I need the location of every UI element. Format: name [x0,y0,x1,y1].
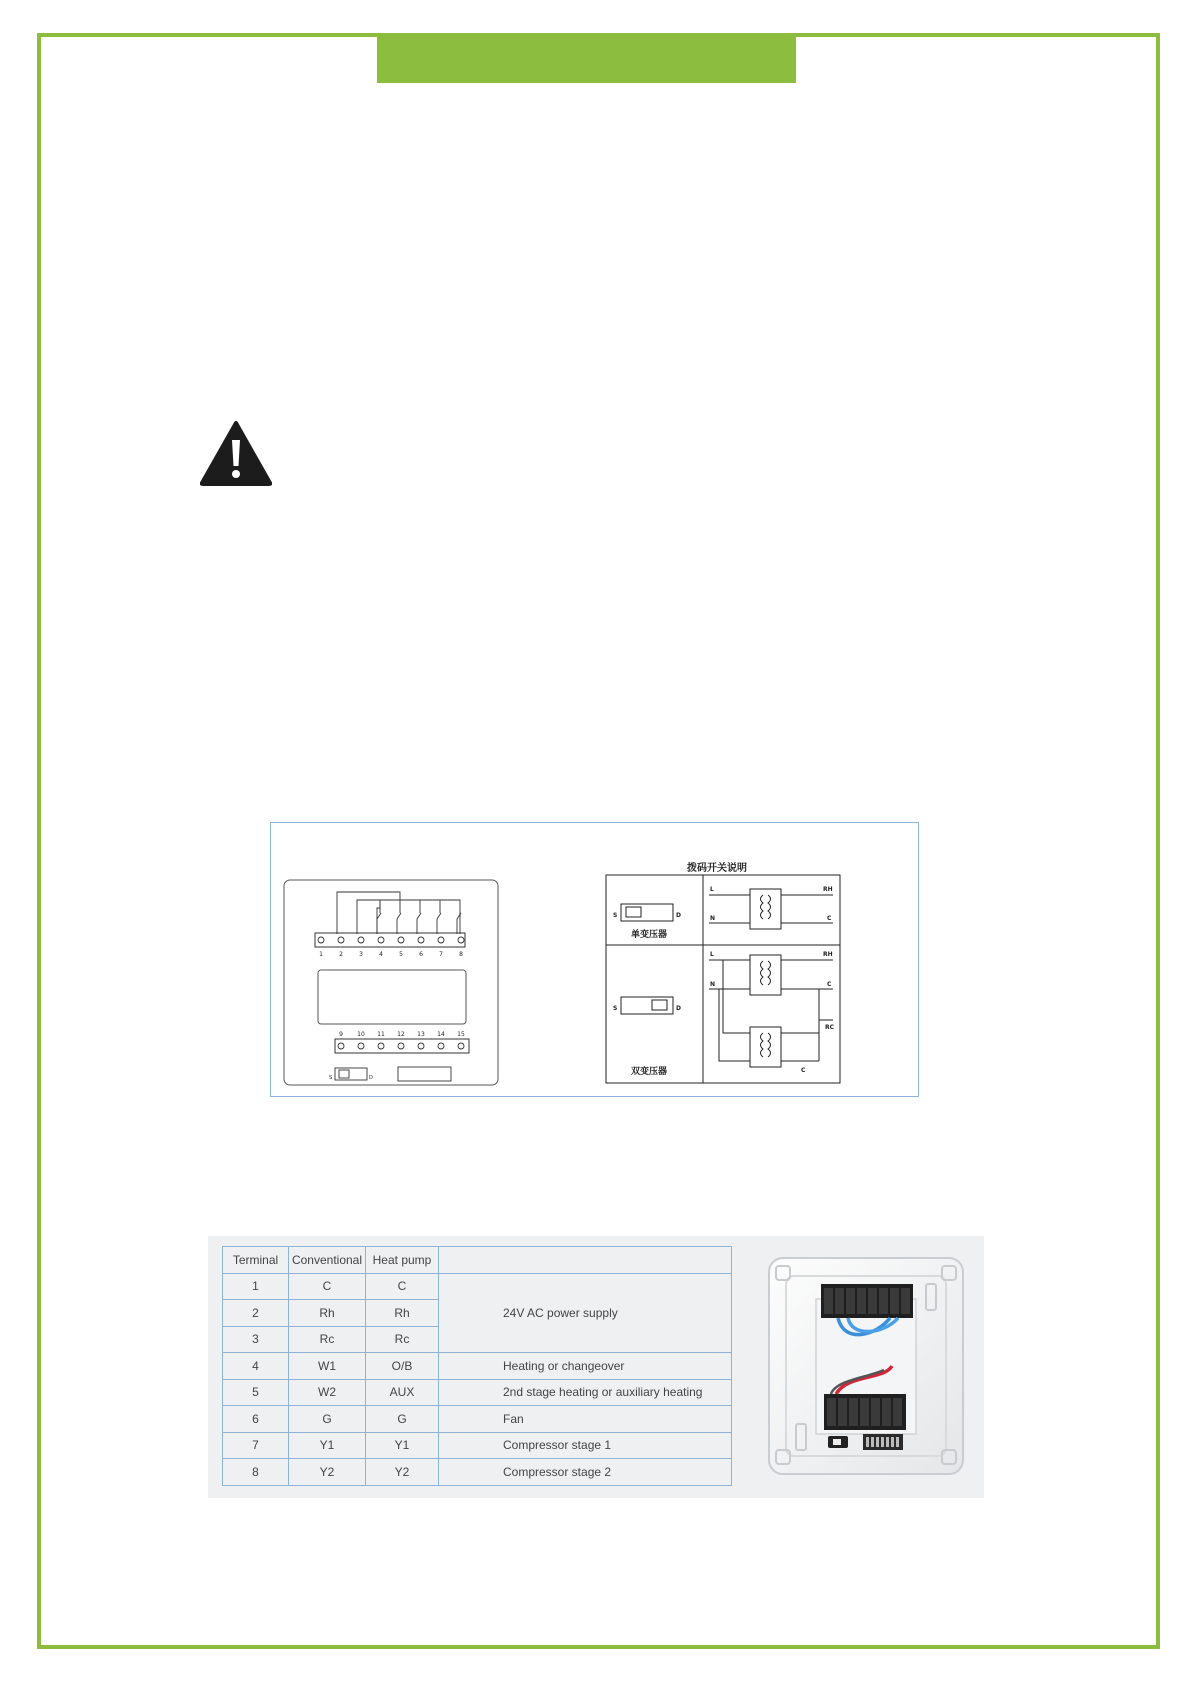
terminal-number-5: 5 [399,951,403,958]
svg-text:S: S [613,1005,618,1012]
terminal-screw-13 [418,1043,424,1049]
terminal-screw-2 [338,937,344,943]
svg-text:RH: RH [823,951,833,958]
terminal-screw-10 [358,1043,364,1049]
terminal-table-panel [208,1236,984,1498]
terminal-number-8: 8 [459,951,463,958]
top-terminal-block [318,937,464,943]
terminal-screw-7 [438,937,444,943]
terminal-number-2: 2 [339,951,343,958]
header-bar [377,33,796,83]
terminal-number-7: 7 [439,951,443,958]
schematic-title: 拨码开关说明 [687,863,747,874]
terminal-number-10: 10 [357,1031,365,1038]
power-description: 24V AC power supply [439,1273,732,1353]
terminal-screw-1 [318,937,324,943]
terminal-screw-5 [398,937,404,943]
table-row: 2 Rh Rh [223,1300,732,1327]
bottom-terminal-block [338,1043,464,1049]
dual-transformer-label: 双变压器 [630,1067,668,1077]
svg-text:D: D [676,912,681,919]
wiring-schematic [270,822,919,1097]
svg-text:D: D [676,1005,681,1012]
terminal-screw-11 [378,1043,384,1049]
board-switch-d: D [369,1075,373,1081]
board-switch-s: S [329,1075,333,1081]
warning-triangle-icon [200,420,272,486]
table-row: 8 Y2 Y2 Compressor stage 2 [223,1459,732,1486]
terminal-table [222,1246,732,1486]
terminal-number-11: 11 [377,1031,385,1038]
table-row: 3 Rc Rc [223,1326,732,1353]
single-transformer-label: 单变压器 [630,930,668,940]
svg-text:L: L [710,886,714,893]
terminal-screw-4 [378,937,384,943]
terminal-screw-6 [418,937,424,943]
thermostat-backplate-image [766,1254,966,1482]
terminal-screw-8 [458,937,464,943]
table-row: 1 C C 24V AC power supply [223,1273,732,1300]
svg-text:L: L [710,951,714,958]
svg-text:C: C [827,915,832,922]
svg-text:S: S [613,912,618,919]
svg-text:C: C [801,1067,806,1074]
header-conventional: Conventional [289,1247,366,1274]
table-row: 7 Y1 Y1 Compressor stage 1 [223,1432,732,1459]
table-row: 5 W2 AUX 2nd stage heating or auxiliary heating [223,1379,732,1406]
svg-text:N: N [710,915,716,922]
terminal-number-12: 12 [397,1031,405,1038]
header-terminal: Terminal [223,1247,289,1274]
terminal-screw-3 [358,937,364,943]
terminal-number-4: 4 [379,951,383,958]
terminal-screw-15 [458,1043,464,1049]
table-row: 6 G G Fan [223,1406,732,1433]
terminal-number-9: 9 [339,1031,343,1038]
svg-text:RC: RC [825,1024,835,1031]
terminal-number-13: 13 [417,1031,425,1038]
terminal-number-6: 6 [419,951,423,958]
table-row: 4 W1 O/B Heating or changeover [223,1353,732,1380]
terminal-screw-14 [438,1043,444,1049]
terminal-number-15: 15 [457,1031,465,1038]
header-description [439,1247,732,1274]
svg-text:N: N [710,981,716,988]
terminal-number-14: 14 [437,1031,445,1038]
header-heat-pump: Heat pump [366,1247,439,1274]
terminal-screw-12 [398,1043,404,1049]
terminal-screw-9 [338,1043,344,1049]
terminal-number-1: 1 [319,951,323,958]
svg-text:C: C [827,981,832,988]
svg-text:RH: RH [823,886,833,893]
terminal-number-3: 3 [359,951,363,958]
